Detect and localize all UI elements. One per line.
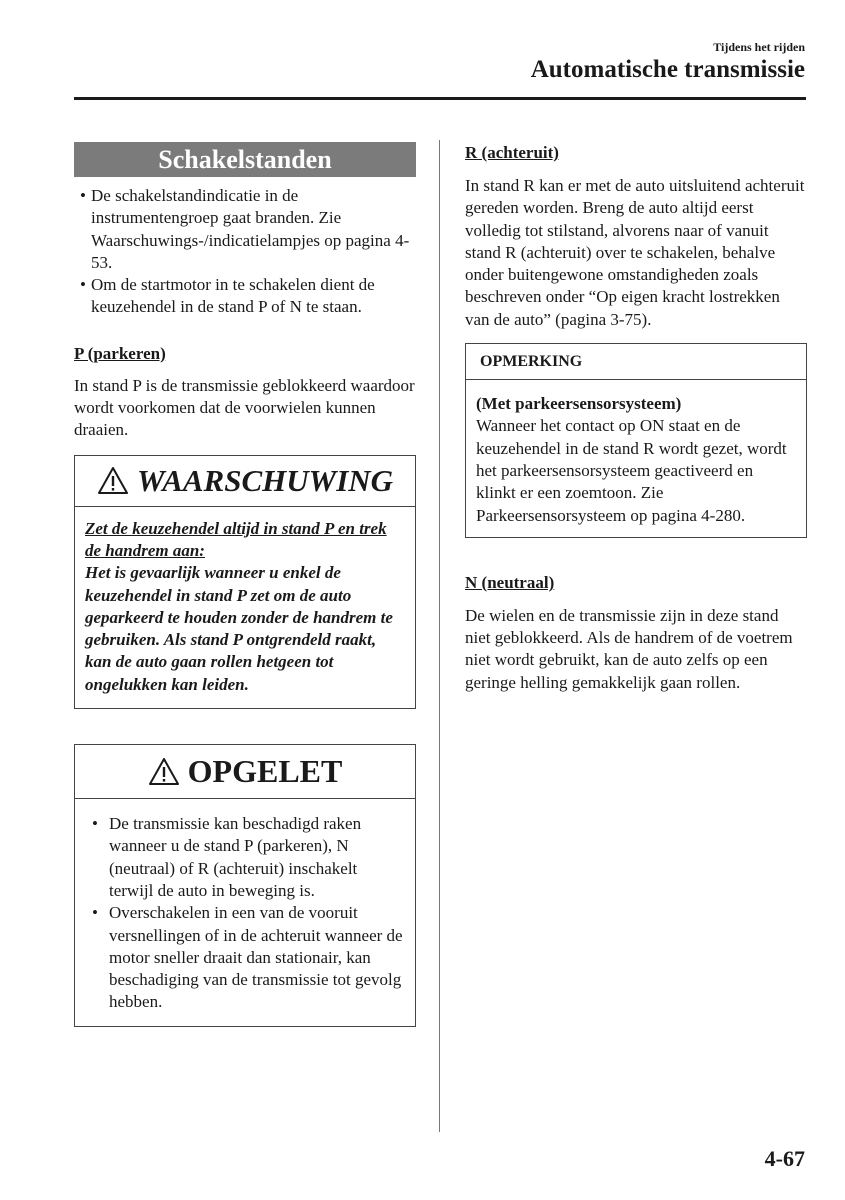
warning-box (74, 455, 416, 709)
caution-box (74, 744, 416, 1027)
page-number: 4-67 (764, 1146, 805, 1171)
caution-triangle-icon (148, 757, 180, 787)
caution-title: OPGELET (187, 753, 343, 790)
page-title: Automatische transmissie (530, 56, 805, 83)
warning-lead: Zet de keuzehendel altijd in stand P en trek de handrem aan: (85, 518, 387, 560)
intro-list (74, 185, 416, 319)
reverse-text: In stand R kan er met de auto uitsluitend achteruit gereden worden. Breng de auto altijd eerst volledig tot stilstand, alvorens naar of vanuit stand R (achteruit) over te schakelen, behalve onder buitengewone omstandigheden zoals beschreven onder “Op eigen kracht lostrekken van de auto” (pagina 3-75). (465, 176, 805, 329)
neutral-text: De wielen en de transmissie zijn in deze stand niet geblokkeerd. Als de handrem of de voetrem niet wordt gebruikt, kan de auto zelfs op een geringe helling gemakkelijk gaan rollen. (465, 605, 793, 692)
warning-triangle-icon (97, 466, 129, 496)
section-label: Tijdens het rijden (713, 40, 805, 54)
section-banner: Schakelstanden (74, 142, 416, 177)
left-column (74, 142, 416, 1027)
caution-list (87, 813, 403, 1014)
list-item: • De transmissie kan beschadigd raken wanneer u de stand P (parkeren), N (neutraal) of R (achteruit) inschakelt terwijl de auto in beweging is. (92, 814, 362, 900)
header-rule (74, 97, 806, 100)
note-subtitle: (Met parkeersensorsysteem) (476, 394, 682, 414)
park-text: In stand P is de transmissie geblokkeerd waardoor wordt voorkomen dat de voorwielen kunnen draaien. (74, 375, 415, 440)
list-item: • Overschakelen in een van de vooruit versnellingen of in de achteruit wanneer de motor sneller draait dan stationair, kan beschadiging van de transmissie tot gevolg hebben. (92, 903, 403, 1012)
note-text: Wanneer het contact op ON staat en de keuzehendel in de stand R wordt gezet, wordt het parkeersensorsysteem geactiveerd en klinkt er een zoemtoon. Zie Parkeersensorsysteem op pagina 4-280. (476, 416, 787, 525)
list-item: • Om de startmotor in te schakelen dient de keuzehendel in de stand P of N te staan. (80, 275, 375, 317)
warning-title: WAARSCHUWING (136, 462, 394, 498)
note-title: OPMERKING (466, 344, 806, 380)
warning-text: Het is gevaarlijk wanneer u enkel de keuzehendel in stand P zet om de auto geparkeerd te houden zonder de handrem te gebruiken. Als stand P ontgrendeld raakt, kan de auto gaan rollen hetgeen tot ongelukken kan leiden. (85, 563, 393, 694)
list-item: • De schakelstandindicatie in de instrumentengroep gaat branden. Zie Waarschuwings-/indicatielampjes op pagina 4-53. (80, 186, 410, 272)
note-box (465, 343, 807, 538)
neutral-heading: N (neutraal) (465, 572, 555, 592)
column-divider (439, 140, 440, 1132)
right-column (465, 142, 807, 694)
park-heading: P (parkeren) (74, 343, 166, 363)
reverse-heading: R (achteruit) (465, 143, 559, 162)
